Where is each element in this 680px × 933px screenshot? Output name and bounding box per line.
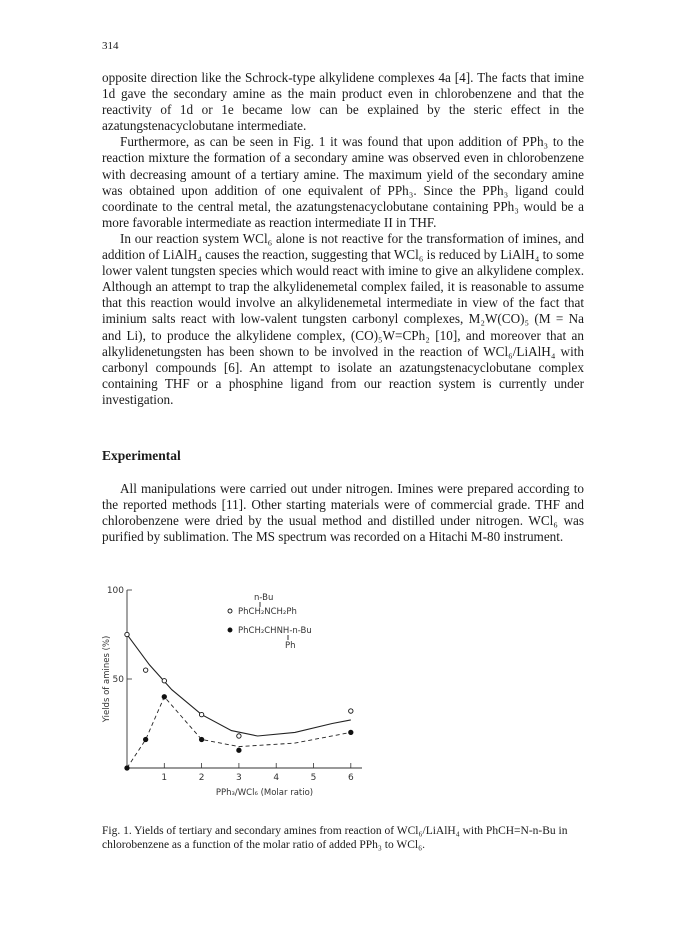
data-point	[125, 766, 129, 770]
section-heading: Experimental	[102, 448, 181, 463]
legend-label: n-Bu	[254, 593, 274, 603]
data-point	[199, 737, 203, 741]
data-point	[143, 668, 147, 672]
x-tick-label: 2	[198, 773, 205, 783]
legend-label: PhCH₂NCH₂Ph	[238, 607, 297, 617]
paragraph-3: In our reaction system WCl₆ alone is not reactive for the transformation of imines, and addition of LiAlH₄ causes the reaction, suggesting that WCl₆ is reduced by LiAlH₄ to some lower valent tungsten species which would react with imine to give an alkylidene complex. Although an attempt to trap the alkylidenemetal complex failed, it is reasonable to assume that this reaction would involve an alkylidenemetal intermediate in view of the fact that iminium salts react with low-valent tungsten carbonyl complexes, M₂W(CO)₅ (M = Na and Li), to produce the alkylidene complex, (CO)₅W=CPh₂ [10], and moreover that an alkylidenetungsten has been shown to be involved in the reaction of WCl₆/LiAlH₄ with carbonyl compounds [6]. An attempt to isolate an azatungstenacyclobutane complex containing THF or a phosphine ligand from our reaction system is currently under investigation.	[102, 230, 584, 407]
data-point	[162, 679, 166, 683]
data-point	[237, 734, 241, 738]
data-point	[349, 730, 353, 734]
paragraph-2: Furthermore, as can be seen in Fig. 1 it was found that upon addition of PPh₃ to the reaction mixture the formation of a secondary amine was observed even in chlorobenzene with decreasing amount of a tertiary amine. The maximum yield of the secondary amine was obtained upon addition of one equivalent of PPh₃. Since the PPh₃ ligand could coordinate to the central metal, the azatungstenacyclobutane containing PPh₃ would be a more favorable intermediate as reaction intermediate II in THF.	[102, 134, 584, 230]
paragraph-4: All manipulations were carried out under nitrogen. Imines were prepared according to the reported methods [11]. Other starting materials were of commercial grade. THF and chlorobenzene were dried by the usual method and distilled under nitrogen. WCl₆ was purified by sublimation. The MS spectrum was recorded on a Hitachi M-80 instrument.	[102, 481, 584, 545]
page-number: 314	[102, 40, 119, 52]
data-point	[237, 748, 241, 752]
data-point	[199, 712, 203, 716]
x-axis-label: PPh₃/WCl₆ (Molar ratio)	[215, 788, 314, 798]
data-point	[162, 695, 166, 699]
y-tick-label: 100	[106, 586, 124, 596]
data-point	[349, 709, 353, 713]
body-text-top	[102, 70, 584, 408]
series-line	[127, 635, 351, 737]
x-tick-label: 1	[161, 773, 168, 783]
x-tick-label: 5	[310, 773, 317, 783]
paragraph-1: opposite direction like the Schrock-type alkylidene complexes 4a [4]. The facts that imine 1d gave the secondary amine as the main product even in chlorobenzene and that the reactivity of 1d or 1e became low can be explained by the steric effect in the azatungstenacyclobutane intermediate.	[102, 70, 584, 134]
chart-svg	[100, 578, 400, 808]
legend-marker-open	[228, 609, 232, 613]
data-point	[143, 737, 147, 741]
legend-label: Ph	[285, 641, 296, 651]
figure-1	[100, 578, 400, 808]
legend-marker-filled	[228, 628, 232, 632]
x-tick-label: 6	[347, 773, 354, 783]
x-tick-label: 4	[273, 773, 280, 783]
figure-caption: Fig. 1. Yields of tertiary and secondary amines from reaction of WCl₆/LiAlH₄ with PhCH=N-n-Bu in chlorobenzene as a function of the molar ratio of added PPh₃ to WCl₆.	[102, 825, 568, 851]
x-tick-label: 3	[236, 773, 242, 783]
legend-label: PhCH₂CHNH-n-Bu	[238, 626, 312, 636]
data-point	[125, 632, 129, 636]
y-tick-label: 50	[112, 675, 124, 685]
y-axis-label: Yields of amines (%)	[102, 635, 112, 723]
body-text-bottom	[102, 481, 584, 545]
